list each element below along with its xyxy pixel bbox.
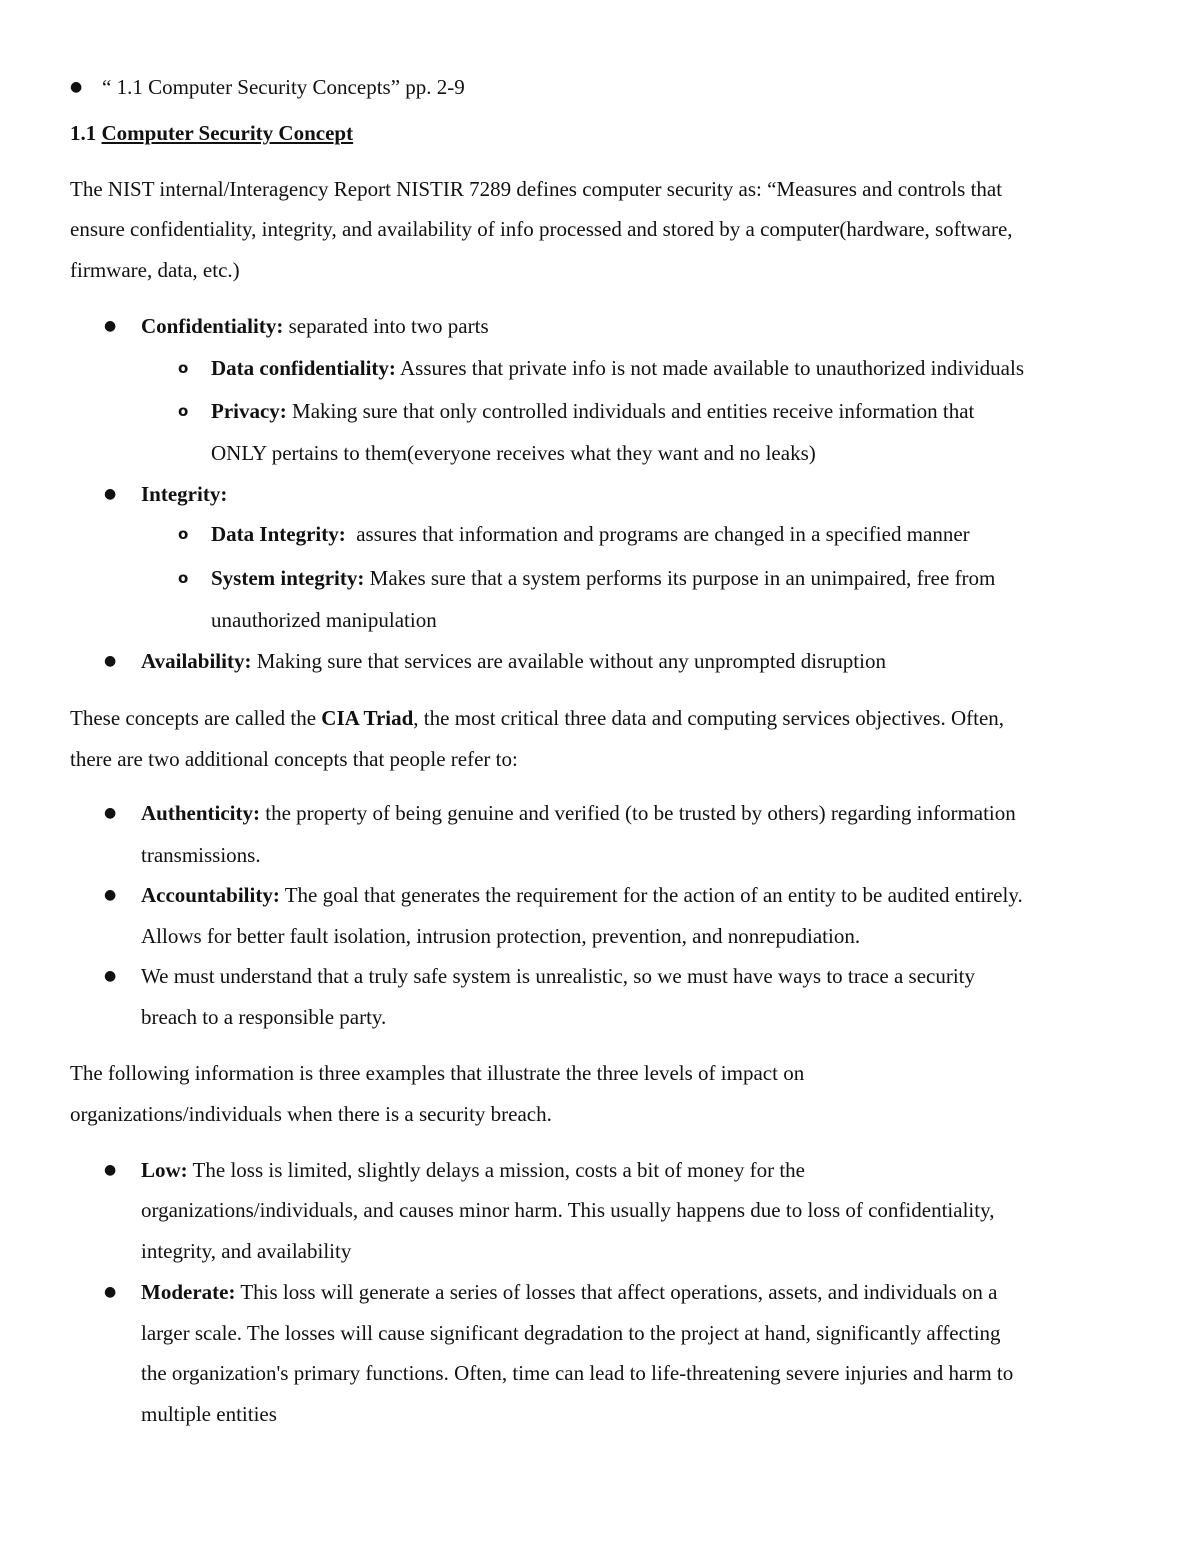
item-text: The loss is limited, slightly delays a mission, costs a bit of money for the <box>187 1158 805 1182</box>
list-item-availability <box>141 648 886 674</box>
term-label: Confidentiality: <box>141 314 284 338</box>
list-item-continuation: Allows for better fault isolation, intrusion protection, prevention, and nonrepudiation. <box>141 924 861 948</box>
item-text: The goal that generates the requirement for the action of an entity to be audited entirely. <box>279 883 1023 907</box>
term-label: Authenticity: <box>141 801 260 825</box>
circle-bullet-icon: o <box>178 359 189 377</box>
bullet-icon: ● <box>104 805 117 821</box>
term-label: Low: <box>141 1158 188 1182</box>
list-item-accountability <box>141 882 1023 908</box>
section-number: 1.1 <box>70 121 102 145</box>
term-label: Accountability: <box>141 883 280 907</box>
list-item-continuation: breach to a responsible party. <box>141 1005 387 1029</box>
triad-paragraph <box>70 705 1004 731</box>
bullet-icon: ● <box>70 79 83 95</box>
list-item-note: We must understand that a truly safe system is unrealistic, so we must have ways to trace a security <box>141 964 976 988</box>
bullet-icon: ● <box>104 486 117 502</box>
term-label: Privacy: <box>211 399 287 423</box>
item-text: Assures that private info is not made available to unauthorized individuals <box>395 356 1025 380</box>
list-item-continuation: larger scale. The losses will cause significant degradation to the project at hand, significantly affecting <box>141 1321 1001 1345</box>
section-title: Computer Security Concept <box>101 121 354 145</box>
term-label: System integrity: <box>211 566 365 590</box>
source-reference: “ 1.1 Computer Security Concepts” pp. 2-9 <box>102 75 465 99</box>
intro-line: The NIST internal/Interagency Report NISTIR 7289 defines computer security as: “Measures and controls that <box>70 177 1003 201</box>
list-item-privacy <box>211 398 974 424</box>
list-item-continuation: ONLY pertains to them(everyone receives what they want and no leaks) <box>211 441 816 465</box>
impact-paragraph-line: organizations/individuals when there is a security breach. <box>70 1102 552 1126</box>
circle-bullet-icon: o <box>178 525 189 543</box>
intro-line: firmware, data, etc.) <box>70 258 240 282</box>
cia-triad-term: CIA Triad <box>321 706 414 730</box>
term-label: Availability: <box>141 649 252 673</box>
intro-line: ensure confidentiality, integrity, and availability of info processed and stored by a computer(hardware, software, <box>70 217 1013 241</box>
list-item-continuation: integrity, and availability <box>141 1239 352 1263</box>
list-item-system-integrity <box>211 565 995 591</box>
bullet-icon: ● <box>104 887 117 903</box>
circle-bullet-icon: o <box>178 402 189 420</box>
list-item-continuation: organizations/individuals, and causes minor harm. This usually happens due to loss of confidentiality, <box>141 1198 995 1222</box>
bullet-icon: ● <box>104 318 117 334</box>
list-item-continuation: the organization's primary functions. Often, time can lead to life-threatening severe injuries and harm to <box>141 1361 1014 1385</box>
item-text: assures that information and programs are changed in a specified manner <box>345 522 970 546</box>
item-text: Making sure that only controlled individuals and entities receive information that <box>286 399 975 423</box>
item-text: Making sure that services are available without any unprompted disruption <box>251 649 886 673</box>
item-text: This loss will generate a series of losses that affect operations, assets, and individuals on a <box>235 1280 998 1304</box>
impact-paragraph-line: The following information is three examples that illustrate the three levels of impact on <box>70 1061 805 1085</box>
section-heading <box>70 120 353 146</box>
term-label: Data confidentiality: <box>211 356 396 380</box>
item-text: Makes sure that a system performs its purpose in an unimpaired, free from <box>364 566 996 590</box>
paragraph-text: , the most critical three data and computing services objectives. Often, <box>413 706 1005 730</box>
bullet-icon: ● <box>104 1162 117 1178</box>
item-text: the property of being genuine and verified (to be trusted by others) regarding information <box>260 801 1016 825</box>
list-item-continuation: multiple entities <box>141 1402 277 1426</box>
term-label: Moderate: <box>141 1280 236 1304</box>
term-label: Integrity: <box>141 482 228 506</box>
list-item-moderate <box>141 1279 998 1305</box>
list-item-continuation: unauthorized manipulation <box>211 608 437 632</box>
list-item-continuation: transmissions. <box>141 843 261 867</box>
bullet-icon: ● <box>104 1284 117 1300</box>
item-text: separated into two parts <box>283 314 489 338</box>
list-item-integrity <box>141 481 227 507</box>
list-item-confidentiality <box>141 313 489 339</box>
circle-bullet-icon: o <box>178 569 189 587</box>
paragraph-text: These concepts are called the <box>70 706 322 730</box>
list-item-data-integrity <box>211 521 970 547</box>
term-label: Data Integrity: <box>211 522 346 546</box>
list-item-low <box>141 1157 805 1183</box>
bullet-icon: ● <box>104 653 117 669</box>
triad-paragraph-line: there are two additional concepts that people refer to: <box>70 747 518 771</box>
list-item-data-confidentiality <box>211 355 1024 381</box>
bullet-icon: ● <box>104 968 117 984</box>
list-item-authenticity <box>141 800 1016 826</box>
